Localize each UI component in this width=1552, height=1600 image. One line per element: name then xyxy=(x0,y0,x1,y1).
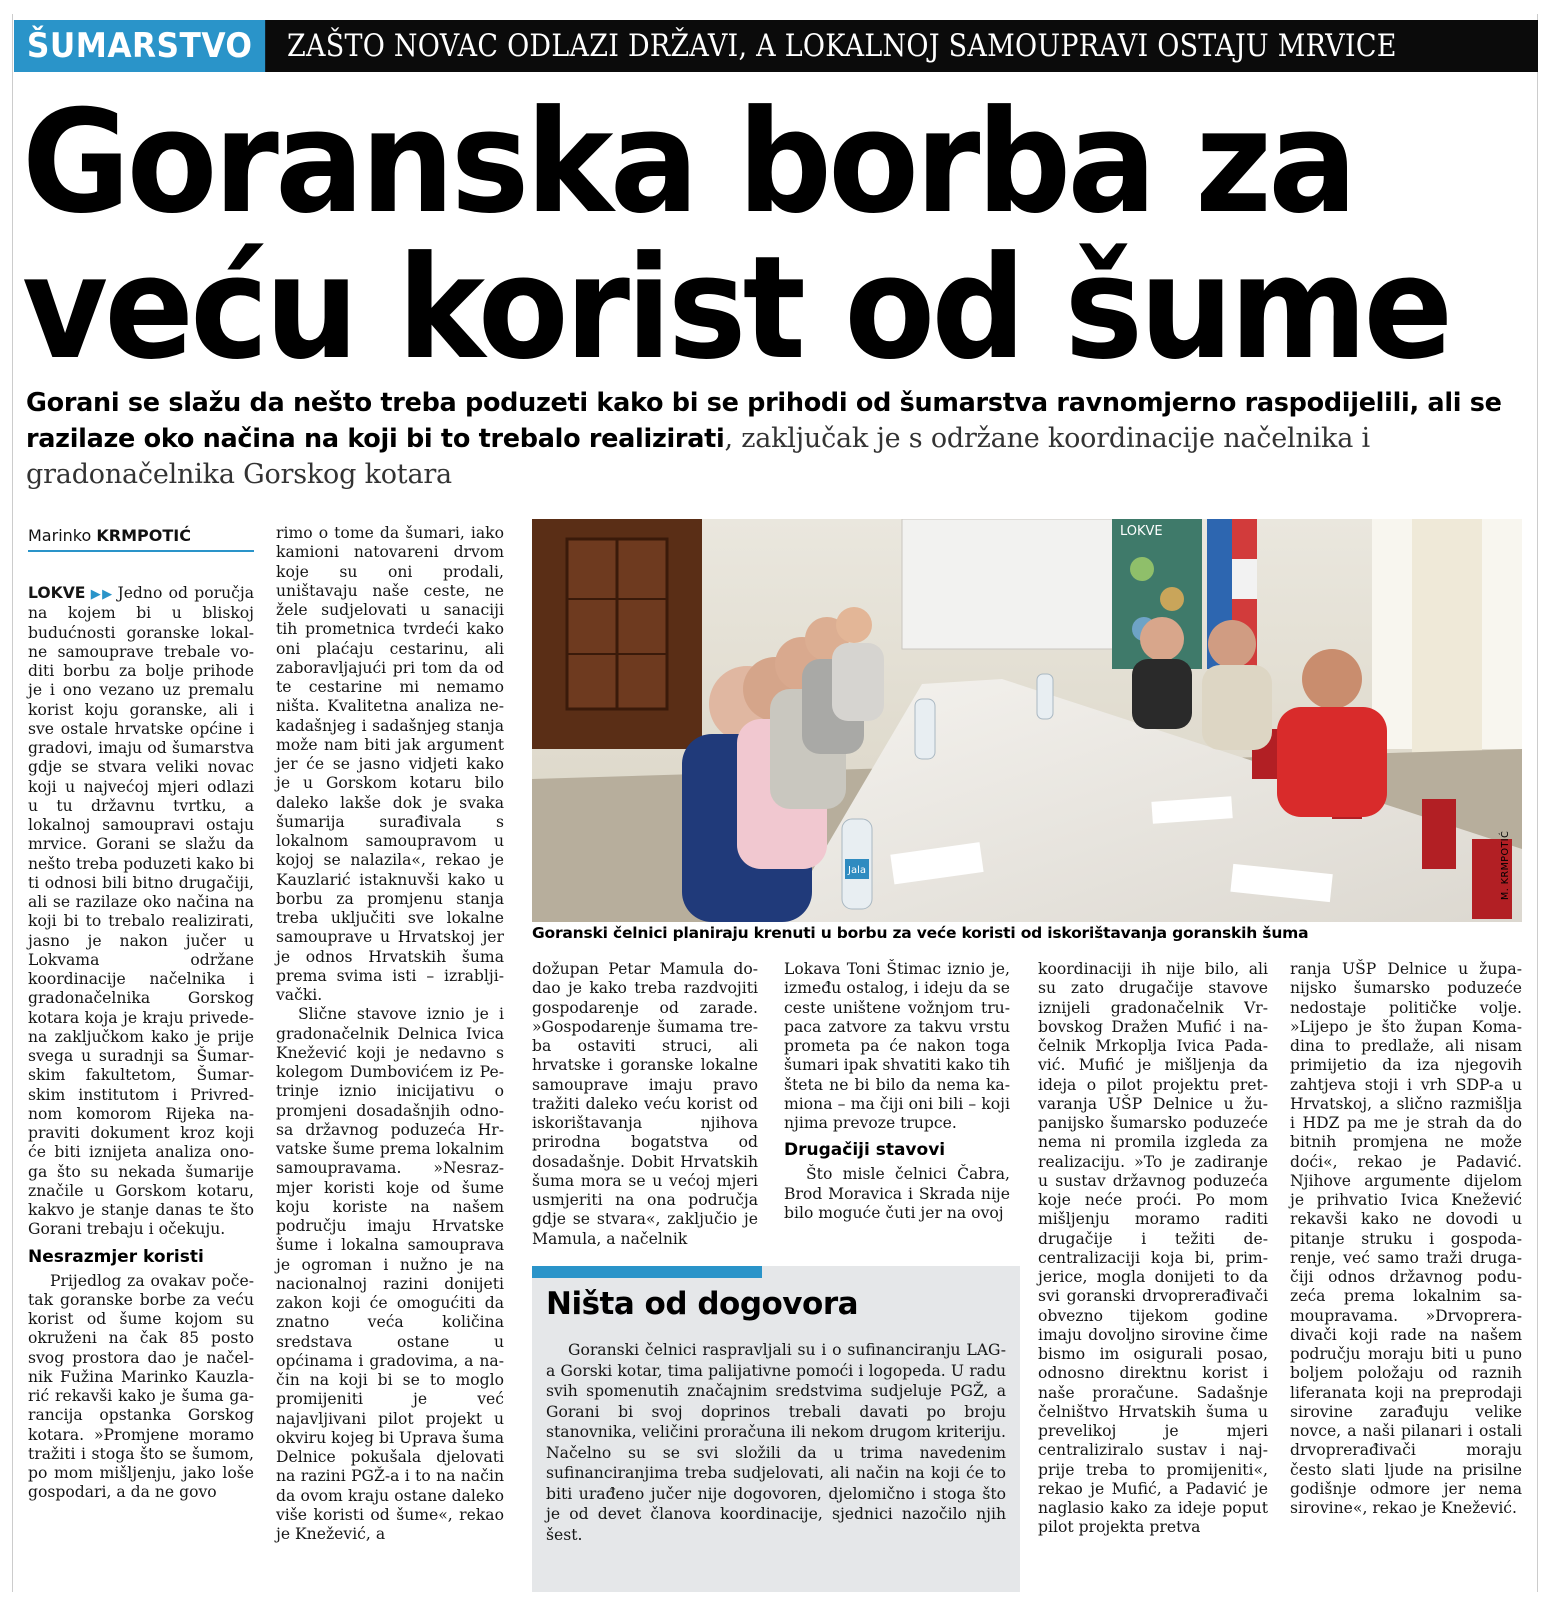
article-paragraph: ranja UŠP Delnice u županijsko šumarsko poduzeće nedostaje političke volje. »Lijepo je što župan Komadina to predlaže, ali nisam primijetio da iza njegovih zahtjeva stoji i vrh SDP-a u Hrvatskoj, a slično razmišlja i HDZ pa me je strah da do bitnih promjena ne može doći«, rekao je Padavić. Njihove argumente dijelom je prihvatio Ivica Knežević rekavši kako ne dovodi u pitanje struku i gospodarenje, već samo traži drugačiji odnos državnog poduzeća prema lokalnim samoupravama. »Drvopreradivači koji rade na našem području moraju biti u puno boljem položaju od raznih liferanata koji na preprodaji sirovine zarađuju velike novce, a naši pilanari i ostali drvoprerađivači moraju često slati ljude na prisilne godišnje odmore jer nema sirovine«, rekao je Knežević. xyxy=(1290,960,1522,1517)
headline-line-2: veću korist od šume xyxy=(22,226,1450,391)
byline xyxy=(28,522,254,552)
author-first-name: Marinko xyxy=(28,526,92,545)
standfirst-rest: , zaključak je s održane koordinacije načelnika i gradonačelnika Gorskog kotara xyxy=(26,423,1370,490)
banner-text: LOKVE xyxy=(1120,524,1163,539)
photo-caption: Goranski čelnici planiraju krenuti u borbu za veće koristi od iskorištavanja goranskih šuma xyxy=(532,924,1309,942)
article-column-3 xyxy=(532,960,758,1249)
section-tag: ŠUMARSTVO xyxy=(14,20,265,72)
bottle-label: Jala xyxy=(848,865,866,876)
article-column-5 xyxy=(1038,960,1268,1538)
article-paragraph: Prijedlog za ovakav početak goranske borbe za veću korist od šume kojom su okruženi na čak 85 posto svog prostora dao je načelnik Fužina Marinko Kauzlarić rekavši kako je šuma garancija opstanka Gorskog kotara. »Promjene moramo tražiti i stoga što se šumom, po mom mišljenju, jako loše gospodari, a da ne govo xyxy=(28,1271,254,1502)
article-paragraph xyxy=(28,584,254,1240)
article-paragraph: dožupan Petar Mamula dodao je kako treba razdvojiti gospodarenje od zarade. »Gospodarenje šumama treba ostaviti struci, ali hrvatske i goranske lokalne samouprave imaju pravo tražiti daleko veću korist od iskorištavanja njihova prirodna bogatstva od dosadašnje. Dobit Hrvatskih šuma mora se u većoj mjeri usmjeriti na ona područja gdje se stvara«, zaključio je Mamula, a načelnik xyxy=(532,960,758,1248)
paragraph-text: Jedno od poručja na kojem bi u bliskoj budućnosti goranske lokalne samouprave trebale voditi borbu za bolje prihode je i ono vezano uz premalu korist koju goranske, ali i sve ostale hrvatske općine i gradovi, imaju od šumarstva gdje se stvara veliki novac koji u najvećoj mjeri odlazi u tu državnu tvrtku, a lokalnoj samoupravi ostaju mrvice. Gorani se slažu da nešto treba poduzeti kako bi ti odnosi bili bitno drugačiji, ali se razilaze oko načina na koji bi to trebalo realizirati, jasno je nakon jučer u Lokvama održane koordinacije načelnika i gradonačelnika Gorskog kotara koja je kraju privedena zaključkom kako je prije svega u suradnji sa Šumarskim fakultetom, Šumarskim institutom i Privrednom komorom Rijeka napraviti dokument kroz koji će biti iznijeta analiza onoga što su nekada šumarije značile u Gorskom kotaru, kakvo je stanje danas te što Gorani trebaju i očekuju. xyxy=(28,584,254,1239)
article-paragraph: Što misle čelnici Čabra, Brod Moravica i Skrada nije bilo moguće čuti jer na ovoj xyxy=(784,1165,1010,1222)
meeting-photo xyxy=(532,519,1522,922)
article-column-6 xyxy=(1290,960,1522,1518)
article-column-4 xyxy=(784,960,1010,1223)
meeting-photo-illustration xyxy=(532,519,1522,922)
photo-credit: M. KRMPOTIĆ xyxy=(1500,830,1511,900)
standfirst xyxy=(26,385,1526,492)
standfirst-bold: Gorani se slažu da nešto treba poduzeti kako bi se prihodi od šumarstva ravnomjerno raspodijelili, ali se razilaze oko načina na koji bi to trebalo realizirati xyxy=(26,388,1502,454)
box-accent-bar xyxy=(532,1266,762,1278)
box-text: Goranski čelnici raspravljali su i o sufinanciranju LAG-a Gorski kotar, tima palijativne pomoći i logopeda. U radu svih spomenutih značajnim sredstvima sudjeluje PGŽ, a Gorani bi svoj doprinos trebali davati po broju stanovnika, veličini proračuna ili nekom drugom kriteriju. Načelno su se svi složili da u trima navedenim sufinanciranjima treba sudjelovati, ali način na koji će to biti urađeno jučer nije dogovoren, djelomično i stoga što je od devet članova koordinacije, sjednici nazočilo njih šest. xyxy=(546,1341,1006,1544)
headline-line-1: Goranska borba za xyxy=(22,80,1354,245)
kicker-bar xyxy=(14,20,1538,72)
kicker-title: ZAŠTO NOVAC ODLAZI DRŽAVI, A LOKALNOJ SAMOUPRAVI OSTAJU MRVICE xyxy=(287,28,1397,64)
sidebar-box xyxy=(532,1266,1020,1592)
subhead-drugaciji: Drugačiji stavovi xyxy=(784,1140,946,1161)
dateline-arrow-icon: ▶▶ xyxy=(89,587,114,602)
article-paragraph: Lokava Toni Štimac iznio je, između ostalog, i ideju da se ceste uništene vožnjom trupaca zatvore za takvu vrstu prometa pa će nakon toga šumari ipak shvatiti kako tih šteta ne bi bilo da nema kamiona – ma čiji oni bili – koji njima prevoze trupce. xyxy=(784,960,1010,1132)
box-title: Ništa od dogovora xyxy=(546,1286,859,1322)
subhead-nesrazmjer: Nesrazmjer koristi xyxy=(28,1246,204,1267)
headline xyxy=(22,80,1522,391)
article-column-1 xyxy=(28,584,254,1503)
article-paragraph: koordinaciji ih nije bilo, ali su zato drugačije stavove iznijeli gradonačelnik Vrbovskog Dražen Mufić i načelnik Mrkoplja Ivica Padavić. Mufić je mišljenja da ideja o pilot projektu pretvaranja UŠP Delnice u županijsko šumarsko poduzeće nema ni promila izgleda za realizaciju. »To je zadiranje u sustav državnog poduzeća koje neće proći. Po mom mišljenju moramo raditi drugačije i težiti decentralizaciji koja bi, primjerice, mogla donijeti to da svi goranski drvoprerađivači obvezno tijekom godine imaju dovoljno sirovine čime bismo im osigurali posao, odnosno direktnu korist i naše proračune. Sadašnje čelništvo Hrvatskih šuma u prevelikoj je mjeri centraliziralo sustav i najprije treba to promijeniti«, rekao je Mufić, a Padavić je naglasio kako za ideje poput pilot projekta pretva xyxy=(1038,960,1268,1537)
author-last-name: KRMPOTIĆ xyxy=(96,526,191,545)
article-paragraph: rimo o tome da šumari, iako kamioni natovareni drvom koje su oni prodali, uništavaju naše ceste, ne žele sudjelovati u sanaciji tih prometnica tvrdeći kako oni plaćaju cestarinu, ali zaboravljajući pri tom da od te cestarine mi nemamo ništa. Kvalitetna analiza nekadašnjeg i sadašnjeg stanja može nam biti jak argument jer će se jasno vidjeti kako je u Gorskom kotaru bilo daleko lakše dok je svaka šumarija surađivala s lokalnom samoupravom u kojoj se nalazila«, rekao je Kauzlarić istaknuvši kako u borbu za promjenu stanja treba uključiti sve lokalne samouprave u Hrvatskoj jer je odnos Hrvatskih šuma prema svima isti – izrabljivački. xyxy=(276,524,504,1004)
article-column-2 xyxy=(276,524,504,1544)
article-paragraph: Slične stavove iznio je i gradonačelnik Delnica Ivica Knežević koji je nedavno s kolegom Dumbovićem iz Petrinje iznio inicijativu o promjeni dosadašnjih odnosa državnog poduzeća Hrvatske šume prema lokalnim samoupravama. »Nesrazmjer koristi koje od šume koju koriste na našem području imaju Hrvatske šume i lokalna samouprava je ogroman i nužno je na nacionalnoj razini donijeti zakon koji će omogućiti da znatno veća količina sredstava ostane u općinama i gradovima, a način na koji bi se to moglo promijeniti je već najavljivani pilot projekt u okviru kojeg bi Uprava šuma Delnice pokušala djelovati na razini PGŽ-a i to na način da ovom kraju ostane daleko više koristi od šume«, rekao je Knežević, a xyxy=(276,1005,504,1543)
dateline: LOKVE xyxy=(28,584,86,602)
